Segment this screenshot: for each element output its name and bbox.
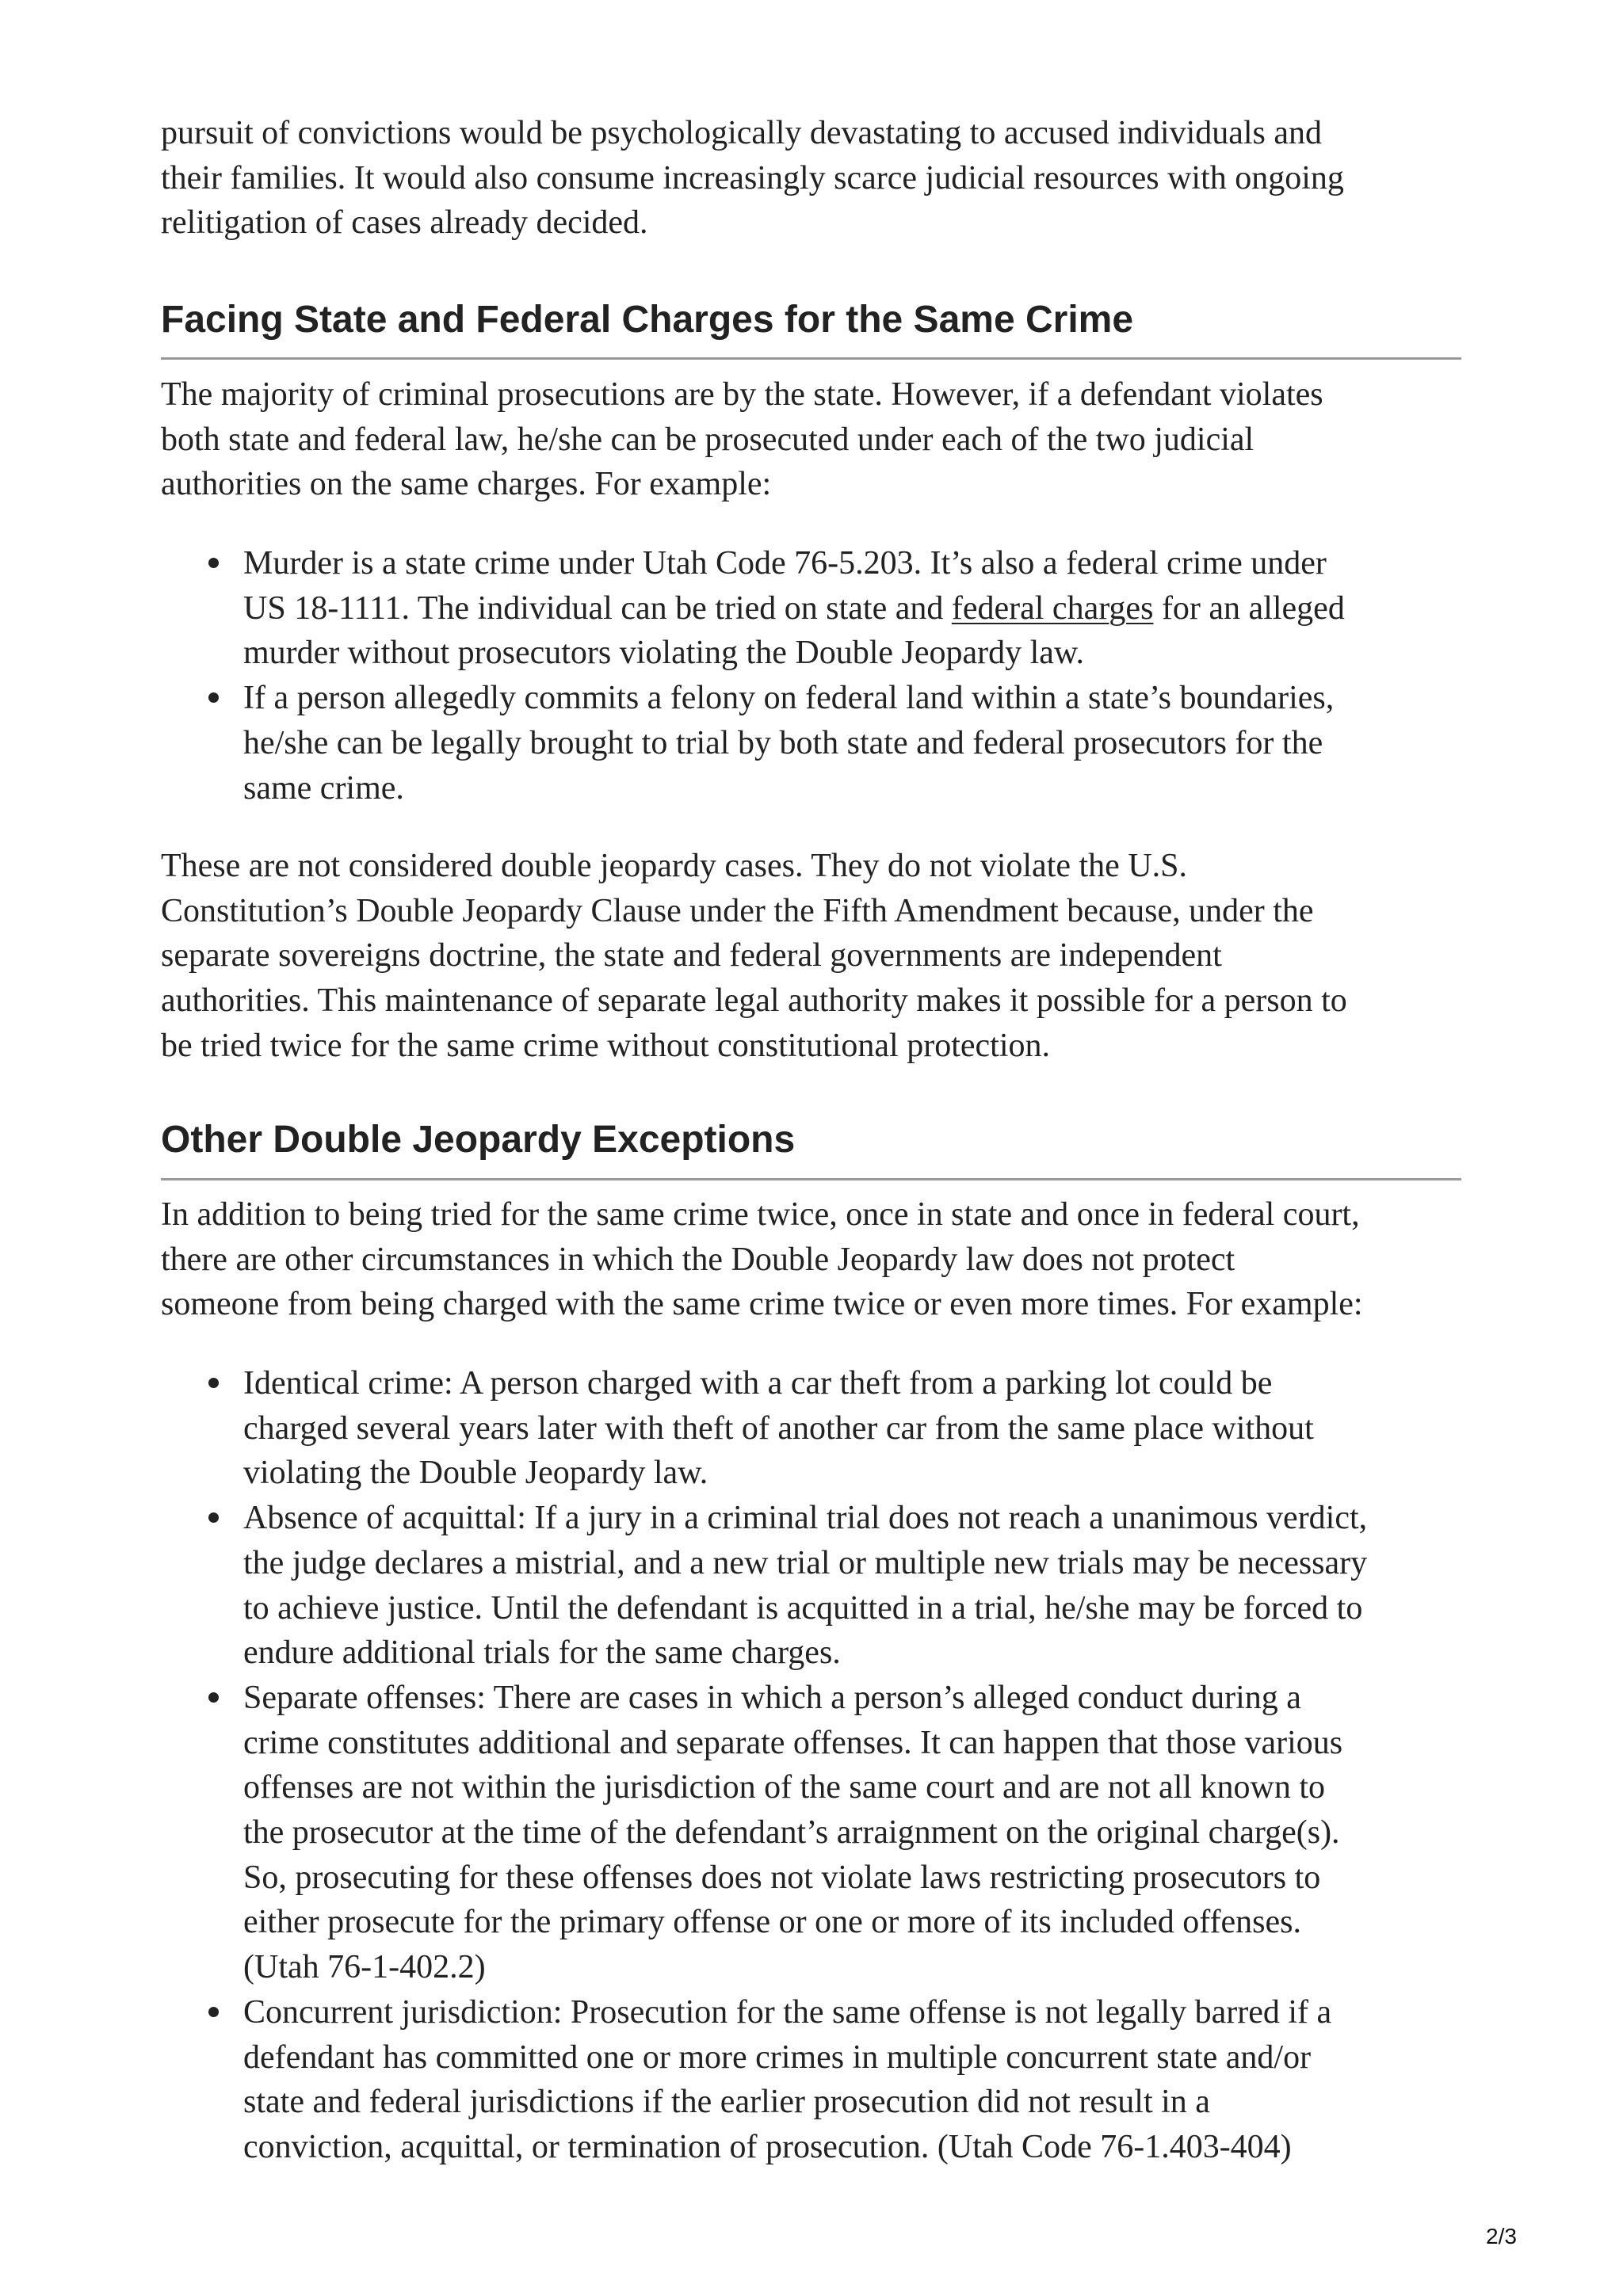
text-segment: for an alleged — [1153, 589, 1345, 627]
text-line: their families. It would also consume increasingly scarce judicial resources with ongoing — [161, 159, 1344, 196]
text-line: pursuit of convictions would be psychologically devastating to accused individuals and — [161, 115, 1323, 151]
heading-divider — [161, 357, 1461, 360]
text-line: separate sovereigns doctrine, the state and federal governments are independent — [161, 937, 1222, 974]
text-line: Identical crime: A person charged with a car theft from a parking lot could be — [243, 1365, 1273, 1402]
text-line: the prosecutor at the time of the defendant’s arraignment on the original charge(s). — [243, 1814, 1340, 1852]
text-line: charged several years later with theft of another car from the same place without — [243, 1409, 1314, 1447]
heading-divider — [161, 1178, 1461, 1180]
bullet-dot-icon — [208, 692, 219, 703]
paragraph-intro-continued — [161, 111, 1461, 246]
text-segment: US 18-1111. The individual can be tried on state and — [243, 589, 952, 627]
list-item-absence-of-acquittal — [161, 1496, 1461, 1676]
text-line — [243, 586, 1461, 631]
text-line: he/she can be legally brought to trial by both state and federal prosecutors for the — [243, 724, 1323, 761]
text-line: In addition to being tried for the same crime twice, once in state and once in federal court, — [161, 1196, 1360, 1233]
text-line: murder without prosecutors violating the Double Jeopardy law. — [243, 635, 1085, 672]
bullet-dot-icon — [208, 558, 219, 568]
text-line: the judge declares a mistrial, and a new trial or multiple new trials may be necessary — [243, 1544, 1368, 1581]
text-line: to achieve justice. Until the defendant is acquitted in a trial, he/she may be forced to — [243, 1589, 1363, 1627]
text-line: offenses are not within the jurisdiction of the same court and are not all known to — [243, 1769, 1326, 1806]
text-line: Absence of acquittal: If a jury in a criminal trial does not reach a unanimous verdict, — [243, 1500, 1368, 1537]
text-line: endure additional trials for the same charges. — [243, 1634, 841, 1672]
paragraph-state-federal-intro — [161, 372, 1461, 507]
text-line: relitigation of cases already decided. — [161, 204, 648, 242]
list-item-identical-crime — [161, 1361, 1461, 1496]
text-line: If a person allegedly commits a felony on federal land within a state’s boundaries, — [243, 680, 1335, 717]
bullet-dot-icon — [208, 1692, 219, 1703]
bullet-dot-icon — [208, 1512, 219, 1523]
paragraph-separate-sovereigns — [161, 844, 1461, 1069]
list-item-murder — [161, 541, 1461, 676]
bullet-dot-icon — [208, 2007, 219, 2017]
text-line: both state and federal law, he/she can be prosecuted under each of the two judicial — [161, 421, 1254, 458]
text-line: state and federal jurisdictions if the earlier prosecution did not result in a — [243, 2084, 1210, 2121]
federal-charges-link[interactable]: federal charges — [951, 589, 1154, 627]
text-line: Separate offenses: There are cases in which a person’s alleged conduct during a — [243, 1679, 1301, 1716]
text-line: (Utah 76-1-402.2) — [243, 1949, 486, 1986]
text-line: defendant has committed one or more crimes in multiple concurrent state and/or — [243, 2039, 1312, 2076]
text-line: Concurrent jurisdiction: Prosecution for the same offense is not legally barred if a — [243, 1993, 1332, 2031]
text-line: Murder is a state crime under Utah Code 76-5.203. It’s also a federal crime under — [243, 545, 1327, 582]
bullet-dot-icon — [208, 1378, 219, 1388]
text-line: violating the Double Jeopardy law. — [243, 1455, 708, 1492]
paragraph-other-exceptions-intro — [161, 1192, 1461, 1327]
text-line: crime constitutes additional and separate offenses. It can happen that those various — [243, 1724, 1343, 1761]
text-line: same crime. — [243, 769, 404, 807]
text-line: someone from being charged with the same crime twice or even more times. For example: — [161, 1286, 1363, 1323]
text-line: there are other circumstances in which the Double Jeopardy law does not protect — [161, 1241, 1235, 1278]
text-line: conviction, acquittal, or termination of prosecution. (Utah Code 76-1.403-404) — [243, 2128, 1292, 2165]
text-line: So, prosecuting for these offenses does not violate laws restricting prosecutors to — [243, 1859, 1321, 1896]
text-line: The majority of criminal prosecutions are by the state. However, if a defendant violates — [161, 376, 1323, 413]
section-heading-state-federal: Facing State and Federal Charges for the Same Crime — [161, 299, 1134, 341]
bullet-list-state-federal — [161, 541, 1461, 810]
text-line: authorities on the same charges. For example: — [161, 466, 772, 503]
list-item-separate-offenses — [161, 1676, 1461, 1990]
list-item-federal-land — [161, 676, 1461, 810]
text-line: either prosecute for the primary offense or one or more of its included offenses. — [243, 1904, 1301, 1941]
text-line: These are not considered double jeopardy cases. They do not violate the U.S. — [161, 848, 1188, 884]
bullet-list-exceptions — [161, 1361, 1461, 2170]
list-item-concurrent-jurisdiction — [161, 1990, 1461, 2170]
text-line: be tried twice for the same crime without constitutional protection. — [161, 1027, 1051, 1064]
section-heading-other-exceptions: Other Double Jeopardy Exceptions — [161, 1119, 796, 1161]
text-line: Constitution’s Double Jeopardy Clause under the Fifth Amendment because, under the — [161, 892, 1314, 929]
text-line: authorities. This maintenance of separate legal authority makes it possible for a person to — [161, 982, 1347, 1020]
page-number: 2/3 — [1486, 2224, 1517, 2248]
